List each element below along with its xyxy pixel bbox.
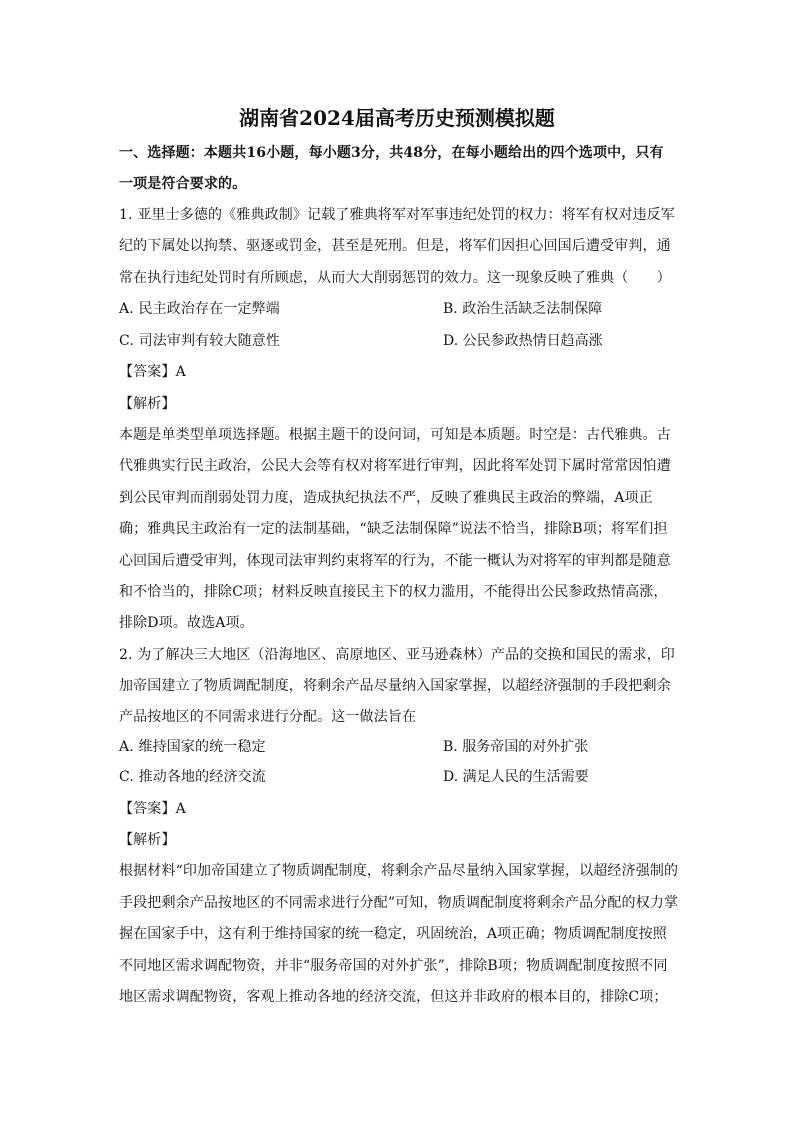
q1-option-a: A. 民主政治存在一定弊端: [119, 301, 280, 317]
q2-analysis-label: 【解析】: [119, 832, 176, 848]
q2-answer: 【答案】A: [119, 801, 186, 817]
q1-stem-line: 常在执行违纪处罚时有所顾虑，从而大大削弱惩罚的效力。这一现象反映了雅典（ ）: [119, 270, 671, 286]
page-title: 湖南省2024届高考历史预测模拟题: [239, 106, 555, 130]
q2-stem-line: 2. 为了解决三大地区（沿海地区、高原地区、亚马逊森林）产品的交换和国民的需求，印: [119, 647, 675, 663]
q2-analysis-line: 地区需求调配物资，客观上推动各地的经济交流，但这并非政府的根本目的，排除C项；: [119, 989, 668, 1005]
q1-option-d: D. 公民参政热情日趋高涨: [443, 333, 603, 349]
q1-analysis-line: 到公民审判而削弱处罚力度，造成执纪执法不严，反映了雅典民主政治的弊端，A项正: [119, 490, 653, 506]
section-heading-line-1: 一、选择题：本题共16小题，每小题3分，共48分，在每小题给出的四个选项中，只有: [119, 145, 664, 161]
q1-analysis-line: 确；雅典民主政治有一定的法制基础，“缺乏法制保障”说法不恰当，排除B项；将军们担: [119, 521, 668, 537]
q1-analysis-label: 【解析】: [119, 396, 176, 412]
q2-option-d: D. 满足人民的生活需要: [443, 769, 589, 785]
q1-analysis-line: 和不恰当的，排除C项；材料反映直接民主下的权力滥用，不能得出公民参政热情高涨，: [119, 584, 668, 600]
q2-analysis-line: 根据材料“印加帝国建立了物质调配制度，将剩余产品尽量纳入国家掌握，以超经济强制的: [119, 863, 679, 879]
q2-stem-line: 加帝国建立了物质调配制度，将剩余产品尽量纳入国家掌握，以超经济强制的手段把剩余: [119, 678, 671, 694]
q1-option-c: C. 司法审判有较大随意性: [119, 333, 281, 349]
q2-analysis-line: 手段把剩余产品按地区的不同需求进行分配”可知，物质调配制度将剩余产品分配的权力掌: [119, 895, 679, 911]
q1-analysis-line: 排除D项。故选A项。: [119, 615, 254, 631]
q1-option-b: B. 政治生活缺乏法制保障: [443, 301, 603, 317]
q1-analysis-line: 心回国后遭受审判，体现司法审判约束将军的行为，不能一概认为对将军的审判都是随意: [119, 553, 671, 569]
q2-stem-line: 产品按地区的不同需求进行分配。这一做法旨在: [119, 709, 417, 725]
q2-option-b: B. 服务帝国的对外扩张: [443, 739, 589, 755]
q1-analysis-line: 本题是单类型单项选择题。根据主题干的设问词，可知是本质题。时空是：古代雅典。古: [119, 427, 671, 443]
q2-analysis-line: 握在国家手中，这有利于维持国家的统一稳定，巩固统治，A项正确；物质调配制度按照: [119, 926, 667, 942]
section-heading-line-2: 一项是符合要求的。: [119, 176, 247, 192]
q1-answer: 【答案】A: [119, 364, 186, 380]
q1-stem-line: 纪的下属处以拘禁、驱逐或罚金，甚至是死刑。但是，将军们因担心回国后遭受审判，通: [119, 238, 671, 254]
q2-analysis-line: 不同地区需求调配物资，并非“服务帝国的对外扩张”，排除B项；物质调配制度按照不同: [119, 958, 668, 974]
q1-analysis-line: 代雅典实行民主政治，公民大会等有权对将军进行审判，因此将军处罚下属时常常因怕遭: [119, 458, 671, 474]
q1-stem-line: 1. 亚里士多德的《雅典政制》记载了雅典将军对军事违纪处罚的权力：将军有权对违反军: [119, 207, 675, 223]
q2-option-a: A. 维持国家的统一稳定: [119, 739, 266, 755]
q2-option-c: C. 推动各地的经济交流: [119, 769, 266, 785]
